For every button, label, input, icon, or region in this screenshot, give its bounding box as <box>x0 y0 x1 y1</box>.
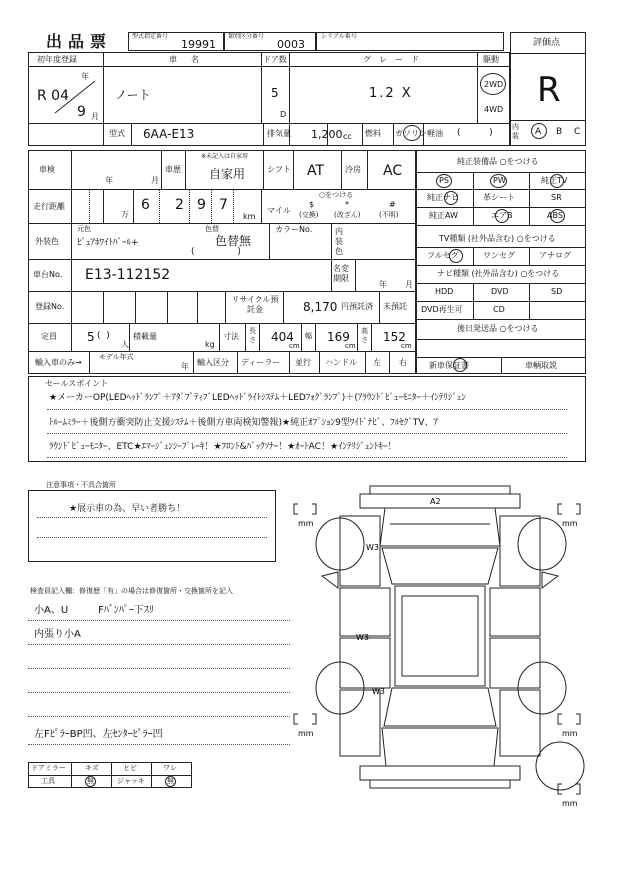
cooler-value: AC <box>383 163 403 179</box>
color-no-label: カラーNo. <box>275 225 313 234</box>
equip-sr: SR <box>551 193 562 202</box>
color-label: 外装色 <box>35 237 59 246</box>
height-unit: cm <box>401 342 412 350</box>
km-unit: km <box>243 212 256 221</box>
parts-header-3: ワレ <box>163 764 177 772</box>
equip-airbag-circle <box>495 209 509 223</box>
mileage-digit-1: 6 <box>141 197 150 213</box>
tv-analog: アナログ <box>539 251 571 260</box>
model-year-label: モデル年式 <box>99 353 134 361</box>
length-unit: cm <box>289 342 300 350</box>
era-year: R 04 <box>37 88 69 104</box>
parts-header-2: ヒビ <box>123 764 137 772</box>
history-label: 車歴 <box>165 165 181 174</box>
mm-label-rr: mm <box>562 729 578 738</box>
fuel-gasoline-circle <box>403 125 421 141</box>
mm-label-fr: mm <box>562 519 578 528</box>
recycle-value: 8,170 <box>303 300 338 314</box>
color-change-label: 色替 <box>205 225 219 233</box>
cooler-label: 冷房 <box>345 165 361 174</box>
warranty-circle <box>453 358 467 372</box>
length-value: 404 <box>271 330 294 344</box>
load-unit: kg <box>205 340 215 349</box>
tv-fullseg: フルセグ <box>427 251 459 260</box>
chassis-label: 車台No. <box>33 270 63 279</box>
interior-b: B <box>556 127 563 137</box>
serial-box <box>316 32 504 51</box>
warranty-label: 新車保証書 <box>429 361 469 370</box>
equip-pw-circle <box>490 174 507 188</box>
mile-label: マイル <box>267 206 291 215</box>
doors-label: ドア数 <box>263 55 287 64</box>
interior-color-label: 内装色 <box>335 227 343 256</box>
mileage-digit-4: 7 <box>219 197 228 213</box>
recycle-undeposited: 未預託 <box>383 302 407 311</box>
door-type: D <box>280 110 287 119</box>
meter-tamper-symbol: * <box>345 200 349 209</box>
owners-manual-label: 車輌取説 <box>525 361 557 370</box>
details-grid: 車検 年 月 車歴 ※未記入は自家用 自家用 シフト AT 冷房 AC 走行距離 万 6 2 9 7 km ○をつける マイル $ (交換) * (改ざん) # (不明) 外装色 元色 ﾋﾟｭｱﾎﾜｲﾄﾊﾟｰﾙ+ 色替 色替無 ( ) カラーNo. 内装色 車台No. E13-112152 名変期限 年 月 登録No. リサイクル預託金 8,170 円預託済 未預託 定員 5 ( ) 人 積載量 kg 寸法 長さ 404 cm 幅 169 cm 高さ 152 cm 輸入車のみ→ モデル年式 年 輸入区分 ディーラー 並行 ハンドル 左 右 <box>28 150 416 374</box>
navi-dvd: DVD <box>491 287 509 296</box>
orig-color-label: 元色 <box>77 225 91 233</box>
color-change-value: 色替無 <box>215 234 252 248</box>
mileage-digit-2: 2 <box>175 197 184 213</box>
fuel-label: 燃料 <box>365 129 381 138</box>
parts-jack-value: 無 <box>167 777 174 785</box>
load-label: 積載量 <box>133 332 157 341</box>
model-label: 型式 <box>109 129 125 138</box>
equip-leather: 革シート <box>483 193 515 202</box>
doors-value: 5 <box>271 86 279 100</box>
tv-fullseg-circle <box>449 249 463 263</box>
sales-line-3: ﾗｳﾝﾄﾞﾋﾞｭｰﾓﾆﾀｰ、ETC★ｴﾏｰｼﾞｪﾝｼｰﾌﾞﾚｰｷ！★ﾌﾛﾝﾄ&ﾊﾞｯｸｿﾅｰ！★ｵｰﾄAC！★ｲﾝﾃﾘｼﾞｪﾝﾄｷｰ！ <box>49 442 397 452</box>
cd-label: CD <box>493 305 505 314</box>
equip-airbag: エアB <box>491 211 513 220</box>
serial-label: シリアル番号 <box>321 33 357 40</box>
handle-label: ハンドル <box>325 358 357 367</box>
model-cert-label: 型式指定番号 <box>132 33 169 40</box>
equip-aw: 純正AW <box>429 211 458 220</box>
parts-jack-label: ジャッキ <box>117 777 145 785</box>
equip-abs: ABS <box>547 211 563 220</box>
dealer-label: ディーラー <box>241 358 281 367</box>
import-class-label: 輸入区分 <box>197 358 229 367</box>
category-label: 類別区分番号 <box>228 33 265 40</box>
parts-table <box>28 762 192 788</box>
mark-w3-front: W3 <box>366 543 379 552</box>
equipment-title: 純正装備品 ○をつける <box>457 157 539 166</box>
sales-points <box>28 376 586 462</box>
mm-label-fl: mm <box>298 519 314 528</box>
width-label: 幅 <box>305 332 312 340</box>
grade-label: グレード <box>363 55 427 64</box>
parts-header-1: キズ <box>85 764 99 772</box>
first-reg-label: 初年度登録 <box>37 55 77 64</box>
drive-4wd: 4WD <box>484 105 504 114</box>
shift-value: AT <box>307 163 325 179</box>
category-value: 0003 <box>277 38 305 51</box>
model-cert-value: 19991 <box>181 38 216 51</box>
import-label: 輸入車のみ→ <box>35 358 82 367</box>
grade-value: 1.2 X <box>369 86 413 101</box>
mark-a2: A2 <box>430 497 441 506</box>
drive-2wd-circle <box>480 73 506 95</box>
equip-navi: 純正ナビ <box>427 193 459 202</box>
notes-label: 注意事項・不具合箇所 <box>46 481 116 489</box>
inspection-year-mark: 年 <box>105 176 113 185</box>
meter-tamper: (改ざん) <box>334 211 361 219</box>
equip-navi-circle <box>444 191 458 205</box>
sales-line-2: ﾄﾙｰﾑﾐﾗｰ＋後側方衝突防止支援ｼｽﾃﾑ＋後側方車両検知警報)★純正ｵﾌﾟｼｮﾝ9型ﾜｲﾄﾞﾅﾋﾞ、ﾌﾙｾｸﾞTV、ｱ <box>49 418 438 428</box>
drive-2wd: 2WD <box>484 80 504 89</box>
width-value: 169 <box>327 330 350 344</box>
drive-label: 駆動 <box>483 55 499 64</box>
reg-month: 9 <box>77 104 86 120</box>
dvd-play-label: DVD再生可 <box>421 305 463 314</box>
year-mark: 年 <box>81 72 89 81</box>
mark-w3-rear: W3 <box>372 687 385 696</box>
reg-label: 登録No. <box>35 302 65 311</box>
meter-unknown-symbol: # <box>389 200 396 209</box>
car-diagram <box>290 476 600 816</box>
chassis-value: E13-112152 <box>85 267 171 283</box>
model-value: 6AA-E13 <box>143 127 195 141</box>
mark-w3-side: W3 <box>356 633 369 642</box>
equip-tv-circle <box>550 174 564 188</box>
capacity-unit: 人 <box>121 340 129 349</box>
name-label: 車名 <box>169 55 213 64</box>
left-label: 左 <box>373 358 381 367</box>
equip-ps-circle <box>436 174 452 188</box>
equipment-panel <box>416 150 586 374</box>
name-change-year: 年 <box>379 280 387 289</box>
model-cert-box <box>128 32 224 51</box>
color-change-bracket: ( ) <box>191 247 241 257</box>
inspector-line-6: 左FﾋﾟﾗｰBP凹、左ｾﾝﾀｰﾋﾟﾗｰ凹 <box>34 729 163 740</box>
displacement-label: 排気量 <box>267 129 291 138</box>
parts-tool-label: 工具 <box>41 777 55 785</box>
equip-pw: PW <box>493 176 506 185</box>
history-note: ※未記入は自家用 <box>201 153 249 160</box>
orig-color-value: ﾋﾟｭｱﾎﾜｲﾄﾊﾟｰﾙ+ <box>77 238 139 248</box>
inspection-label: 車検 <box>39 165 55 174</box>
height-value: 152 <box>383 330 406 344</box>
mileage-label: 走行距離 <box>33 202 65 211</box>
tv-title: TV種類 (社外品含む) ○をつける <box>439 234 556 243</box>
history-value: 自家用 <box>209 167 246 181</box>
tv-oneseg: ワンセグ <box>483 251 515 260</box>
navi-title: ナビ種類 (社外品含む) ○をつける <box>437 269 560 278</box>
meter-unknown: (不明) <box>379 211 399 219</box>
equip-tv: 純正TV <box>541 176 568 185</box>
width-unit: cm <box>345 342 356 350</box>
meter-attach-note: ○をつける <box>319 191 354 199</box>
interior-c: C <box>574 127 581 137</box>
height-label: 高さ <box>361 327 368 344</box>
displacement-unit: cc <box>343 132 352 141</box>
inspector-line-1: 小A、U Fﾊﾞﾝﾊﾟｰ下ｽﾘ <box>34 605 154 616</box>
page-title: 出品票 <box>46 32 113 51</box>
parallel-label: 並行 <box>295 358 311 367</box>
fuel-bracket: ( ) <box>457 128 493 138</box>
model-year-mark: 年 <box>181 362 189 371</box>
name-change-month: 月 <box>405 280 413 289</box>
vehicle-name: ノート <box>115 88 151 102</box>
equip-abs-circle <box>550 209 565 223</box>
navi-hdd: HDD <box>435 287 454 296</box>
fuel-diesel: 軽油 <box>427 129 443 138</box>
recycle-label: リサイクル預託金 <box>231 295 279 314</box>
mm-label-rl: mm <box>298 729 314 738</box>
inspector-label: 検査員記入欄：修復歴「有」の場合は修復箇所・交換箇所を記入 <box>30 587 233 595</box>
interior-label: 内装 <box>512 123 519 140</box>
shift-label: シフト <box>267 165 291 174</box>
interior-a: A <box>535 127 542 137</box>
length-label: 長さ <box>249 327 256 344</box>
navi-sd: SD <box>551 287 563 296</box>
name-change-label: 名変期限 <box>333 264 349 283</box>
dims-label: 寸法 <box>223 332 239 341</box>
score-value: R <box>537 70 561 110</box>
sales-line-1: ★メーカーOP(LEDﾍｯﾄﾞﾗﾝﾌﾟ＋ｱﾀﾞﾌﾟﾃｨﾌﾞLEDﾍｯﾄﾞﾗｲﾄｼｽﾃﾑ＋LEDﾌｫｸﾞﾗﾝﾌﾟ)＋(ｱﾗｳﾝﾄﾞﾋﾞｭｰﾓﾆﾀｰ＋ｲﾝﾃﾘｼﾞｪﾝ <box>49 393 466 403</box>
equip-ps: PS <box>439 176 449 185</box>
category-box <box>224 32 316 51</box>
capacity-label: 定員 <box>41 332 57 341</box>
mm-label-spare: mm <box>562 799 578 808</box>
meter-swap: (交換) <box>299 211 319 219</box>
notes-box <box>28 490 276 562</box>
later-title: 後日発送品 ○をつける <box>457 324 539 333</box>
score-label: 評価点 <box>533 38 561 48</box>
parts-header-0: ドアミラー <box>31 764 66 772</box>
parts-tool-circle <box>85 776 96 787</box>
vehicle-block <box>28 52 510 146</box>
parts-tool-value: 無 <box>87 777 94 785</box>
meter-swap-symbol: $ <box>309 200 315 209</box>
mileage-digit-3: 9 <box>197 197 206 213</box>
recycle-deposited: 円預託済 <box>341 302 373 311</box>
inspection-month-mark: 月 <box>151 176 159 185</box>
sales-label: セールスポイント <box>45 379 109 388</box>
notes-line-1: ★展示車の為、早い者勝ち！ <box>69 504 186 514</box>
capacity-value: 5 <box>87 330 95 344</box>
month-mark: 月 <box>91 112 99 121</box>
parts-jack-circle <box>165 776 176 787</box>
man-unit: 万 <box>121 210 129 219</box>
interior-a-circle <box>531 123 547 139</box>
right-label: 右 <box>399 358 407 367</box>
fuel-gasoline: ガソリン <box>395 129 427 138</box>
displacement-value: 1,200 <box>311 128 343 141</box>
inspector-line-2: 内張り小A <box>34 629 81 640</box>
